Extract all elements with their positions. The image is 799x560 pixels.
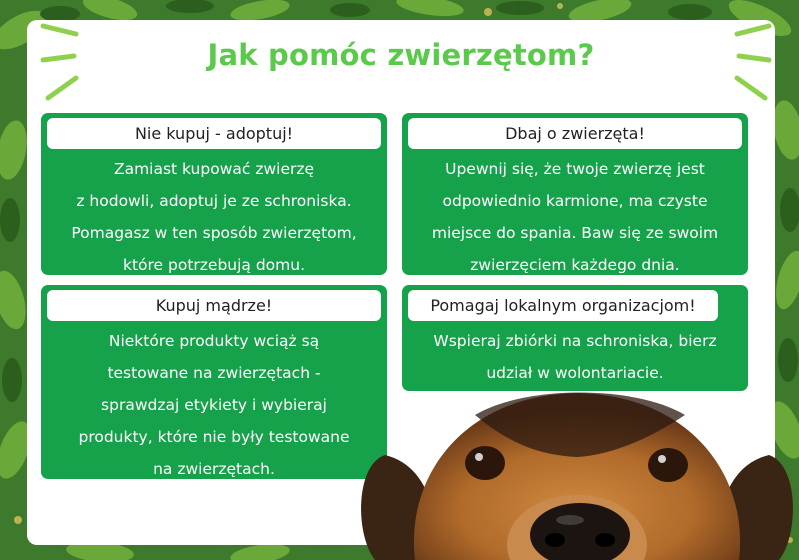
tip-line: na zwierzętach. [153,460,275,478]
tip-line: które potrzebują domu. [122,256,306,274]
decorative-rays-right [725,20,775,110]
tip-body [45,153,383,281]
tip-line: Upewnij się, że twoje zwierzę jest [445,160,705,178]
tip-heading: Nie kupuj - adoptuj! [47,118,381,149]
tip-box-buy-smart [41,285,387,479]
tip-line: miejsce do spania. Baw się ze swoim [431,224,719,242]
page-title: Jak pomóc zwierzętom? [207,38,595,72]
tip-line: odpowiednio karmione, ma czyste [442,192,708,210]
tip-line: udział w wolontariacie. [486,364,664,382]
tip-line: Wspieraj zbiórki na schroniska, bierz [433,332,717,350]
tip-line: produkty, które nie były testowane [78,428,350,446]
tip-heading: Kupuj mądrze! [47,290,381,321]
tip-line: sprawdzaj etykiety i wybieraj [101,396,327,414]
tip-heading: Pomagaj lokalnym organizacjom! [408,290,718,321]
tip-line: Pomagasz w ten sposób zwierzętom, [71,224,357,242]
tip-body [406,325,744,389]
tip-line: z hodowli, adoptuj je ze schroniska. [76,192,352,210]
decorative-rays-left [38,20,88,110]
tip-heading: Dbaj o zwierzęta! [408,118,742,149]
dog-image [355,385,799,560]
tip-line: Niektóre produkty wciąż są [108,332,320,350]
tip-box-adopt [41,113,387,275]
tip-line: Zamiast kupować zwierzę [113,160,315,178]
tip-body [45,325,383,485]
tip-line: testowane na zwierzętach - [107,364,321,382]
tip-body [406,153,744,281]
tip-box-care [402,113,748,275]
tip-line: zwierzęciem każdego dnia. [470,256,680,274]
tip-box-local-orgs [402,285,748,391]
